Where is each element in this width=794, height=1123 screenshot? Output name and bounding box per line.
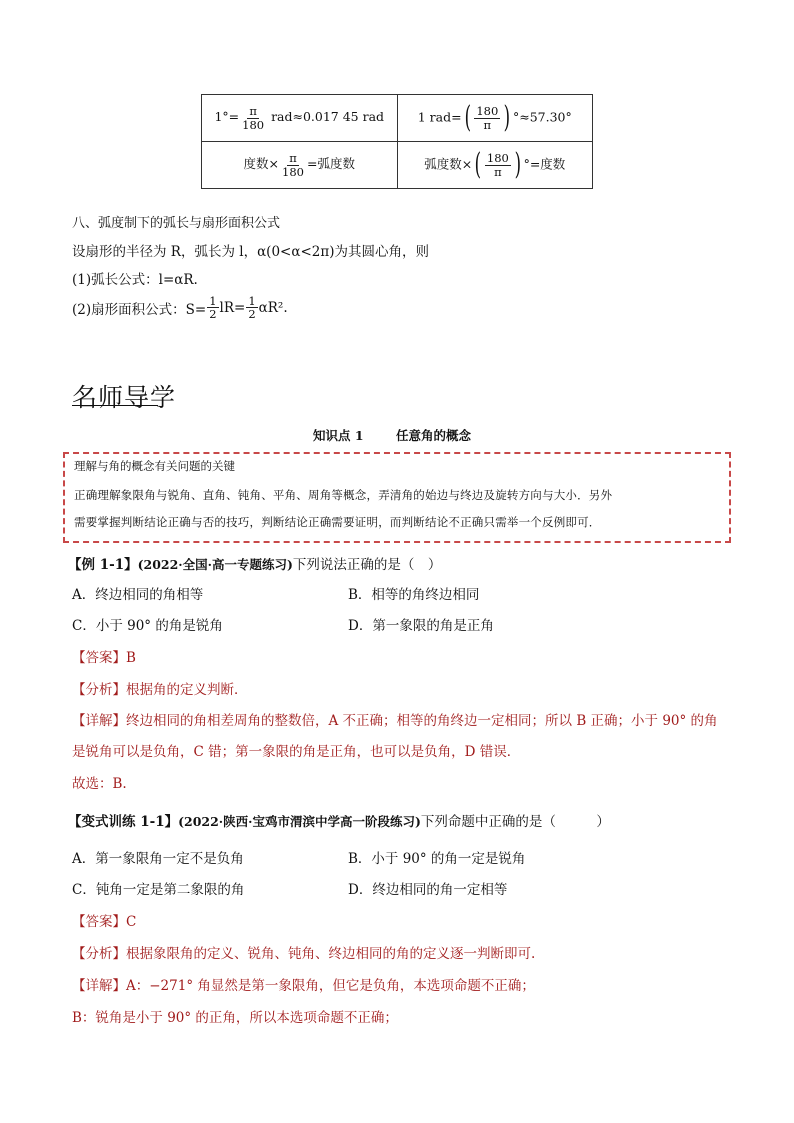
cell-text: °≈57.30° xyxy=(512,109,572,125)
section8-line3 xyxy=(72,295,288,320)
answer-value: C xyxy=(126,914,137,930)
denominator: 180 xyxy=(282,164,304,179)
formula-text: lR= xyxy=(219,299,246,316)
denominator: π xyxy=(494,164,502,179)
answer-value: B xyxy=(126,650,136,666)
tip-box xyxy=(63,452,731,543)
answer-tag: 【答案】 xyxy=(72,650,126,666)
formula-text: αR². xyxy=(258,299,288,316)
cell-text: 弧度数× xyxy=(424,156,473,172)
fraction xyxy=(207,295,218,320)
detail-text: 终边相同的角相差周角的整数倍，A 不正确；相等的角终边一定相同；所以 B 正确；小于 90° 的角 xyxy=(126,713,718,729)
paren-right: ) xyxy=(503,100,511,135)
detail-line-2: 是锐角可以是负角，C 错；第一象限的角是正角，也可以是负角，D 错误． xyxy=(72,744,521,760)
option-d: D．第一象限的角是正角 xyxy=(348,618,494,634)
example-source: (2022·陕西·宝鸡市渭滨中学高一阶段练习) xyxy=(178,814,421,829)
detail-line-1 xyxy=(72,974,535,994)
detail-text: A：−271° 角显然是第一象限角，但它是负角，本选项命题不正确； xyxy=(126,978,535,994)
paren-left: ( xyxy=(474,147,482,182)
answer-line xyxy=(72,646,136,666)
fraction xyxy=(485,152,511,177)
analysis-line xyxy=(72,678,248,698)
detail-tag: 【详解】 xyxy=(72,713,126,729)
section8-line2: (1)弧长公式：l=αR. xyxy=(72,272,198,288)
example-question: 下列命题中正确的是（ ） xyxy=(420,814,610,830)
example-1-1-stem xyxy=(68,553,441,573)
analysis-line xyxy=(72,942,535,962)
tip-line: 需要掌握判断结论正确与否的技巧，判断结论正确需要证明，而判断结论不正确只需举一个反例即可． xyxy=(74,515,601,529)
table-cell-deg-to-rad xyxy=(202,95,398,142)
numerator: 180 xyxy=(476,104,499,119)
cell-text: rad≈0.017 45 rad xyxy=(267,109,385,125)
knowledge-point-label: 知识点 1 xyxy=(313,428,364,443)
option-c: C．钝角一定是第二象限的角 xyxy=(72,882,245,898)
fraction xyxy=(246,295,257,320)
answer-line xyxy=(72,910,136,930)
section8-heading: 八、弧度制下的弧长与扇形面积公式 xyxy=(72,216,281,231)
choice-line: 故选：B. xyxy=(72,776,127,792)
numerator: 1 xyxy=(248,294,256,308)
fraction xyxy=(474,105,500,130)
fraction xyxy=(240,105,266,130)
analysis-text: 根据角的定义判断． xyxy=(126,682,248,698)
example-question: 下列说法正确的是（ ） xyxy=(292,557,442,573)
option-d: D．终边相同的角一定相等 xyxy=(348,882,508,898)
section-title: 名师导学 xyxy=(72,383,177,412)
table-cell-deg-formula xyxy=(202,142,398,189)
title-underline xyxy=(72,405,158,406)
option-a: A．第一象限角一定不是负角 xyxy=(72,851,244,867)
numerator: π xyxy=(249,104,257,119)
numerator: 1 xyxy=(209,294,217,308)
denominator: 180 xyxy=(242,117,265,132)
option-a: A．终边相同的角相等 xyxy=(72,587,204,603)
denominator: 2 xyxy=(209,307,217,322)
formula-text: (2)扇形面积公式：S= xyxy=(72,301,207,318)
table-cell-rad-to-deg xyxy=(397,95,593,142)
tip-line: 正确理解象限角与锐角、直角、钝角、平角、周角等概念，弄清角的始边与终边及旋转方向与大小．另外 xyxy=(74,488,613,502)
answer-tag: 【答案】 xyxy=(72,914,126,930)
tip-line: 理解与角的概念有关问题的关键 xyxy=(74,459,235,473)
option-b: B．相等的角终边相同 xyxy=(348,587,480,603)
denominator: 2 xyxy=(248,307,256,322)
cell-text: =弧度数 xyxy=(306,156,355,172)
numerator: π xyxy=(289,151,297,166)
analysis-text: 根据象限角的定义、锐角、钝角、终边相同的角的定义逐一判断即可. xyxy=(126,946,536,962)
angle-conversion-table xyxy=(201,94,593,189)
option-b: B．小于 90° 的角一定是锐角 xyxy=(348,851,526,867)
example-tag: 【例 1-1】 xyxy=(68,557,138,573)
paren-left: ( xyxy=(464,100,471,135)
analysis-tag: 【分析】 xyxy=(72,682,126,698)
numerator: 180 xyxy=(486,151,509,166)
cell-text: 1 rad= xyxy=(417,109,462,125)
example-source: (2022·全国·高一专题练习) xyxy=(137,557,293,572)
denominator: π xyxy=(483,117,492,132)
cell-text: °=度数 xyxy=(523,156,566,172)
detail-line-2: B：锐角是小于 90° 的正角，所以本选项命题不正确； xyxy=(72,1010,398,1026)
knowledge-point-title: 任意角的概念 xyxy=(396,428,472,443)
cell-text: 1°= xyxy=(214,109,240,125)
example-tag: 【变式训练 1-1】 xyxy=(68,814,179,830)
analysis-tag: 【分析】 xyxy=(72,946,126,962)
detail-tag: 【详解】 xyxy=(72,978,126,994)
paren-right: ) xyxy=(514,147,521,182)
variant-1-1-stem xyxy=(68,810,610,830)
section8-line1: 设扇形的半径为 R，弧长为 l，α(0<α<2π)为其圆心角，则 xyxy=(72,244,430,260)
option-c: C．小于 90° 的角是锐角 xyxy=(72,618,223,634)
detail-line-1 xyxy=(72,709,718,729)
cell-text: 度数× xyxy=(243,156,280,172)
fraction xyxy=(280,152,306,177)
table-cell-rad-formula xyxy=(397,142,593,189)
